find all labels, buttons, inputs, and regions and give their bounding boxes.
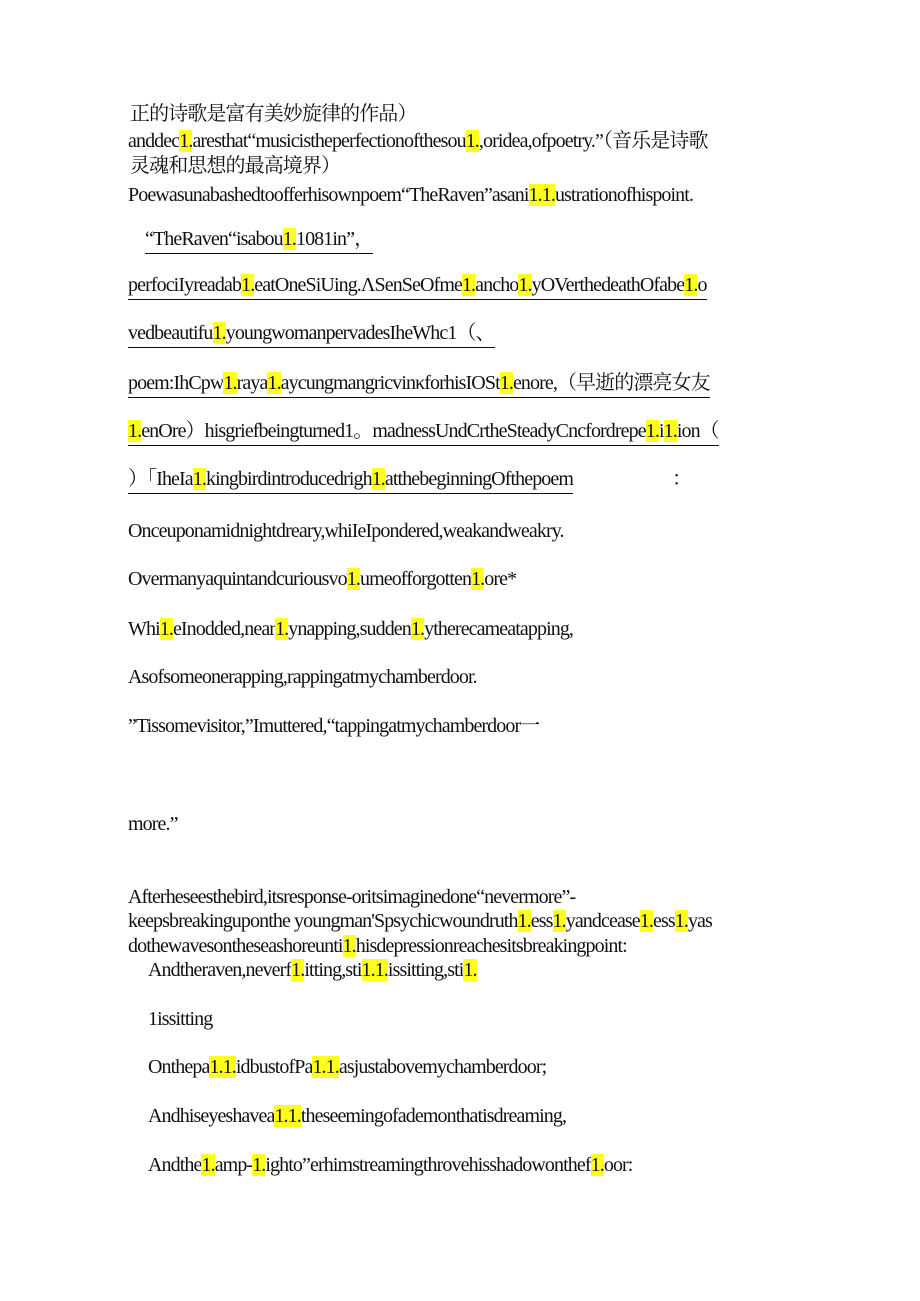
line-text: itting,sti xyxy=(304,959,362,981)
highlighted-text: 1. xyxy=(252,1154,266,1176)
text-line xyxy=(128,272,707,300)
line-text: eInodded,near xyxy=(172,618,276,640)
line-text: amp- xyxy=(214,1154,253,1176)
text-line xyxy=(128,320,495,348)
highlighted-text: 1. xyxy=(684,274,698,296)
line-text: issitting,sti xyxy=(387,959,464,981)
line-text: Onthepa xyxy=(148,1056,210,1078)
text-line xyxy=(128,518,564,544)
text-line xyxy=(148,1152,632,1178)
line-text: anddec xyxy=(128,130,180,152)
line-text: hisdepressionreachesitsbreakingpoint: xyxy=(355,935,627,957)
text-line xyxy=(128,884,575,910)
highlighted-text: 1. xyxy=(663,420,677,442)
highlighted-text: 1. xyxy=(267,372,281,394)
highlighted-text: 1.1. xyxy=(312,1056,339,1078)
highlighted-text: 1. xyxy=(499,372,513,394)
text-line xyxy=(130,153,340,179)
line-text: yOVerthedeathOfabe xyxy=(531,274,685,296)
line-text: umeofforgotten xyxy=(359,568,472,590)
line-text: vedbeautifu xyxy=(128,322,213,344)
line-text: youngwomanpervadesIheWhc1（、 xyxy=(225,322,495,344)
text-line xyxy=(148,1054,546,1080)
line-text: Andhiseyeshavea xyxy=(148,1105,275,1127)
highlighted-text: 1. xyxy=(552,910,566,932)
line-text: Whi xyxy=(128,618,160,640)
text-line xyxy=(128,933,627,959)
line-text: more.” xyxy=(128,813,178,835)
line-text: 1issitting xyxy=(148,1008,213,1030)
line-text: Afterheseesthebird,itsresponse-oritsimaginedone“nevermore”- xyxy=(128,886,576,908)
line-text: ynapping,sudden xyxy=(288,618,411,640)
text-line xyxy=(128,182,693,208)
highlighted-text: 1. xyxy=(463,959,477,981)
line-text: aycungmangricvinκforhisIOSt xyxy=(280,372,500,394)
line-text: ustrationofhispoint. xyxy=(554,184,694,206)
highlighted-text: 1. xyxy=(518,274,532,296)
line-text: ： xyxy=(672,468,692,490)
line-text: enOre）hisgriefbeingturned1。madnessUndCrtheSteadyCncfordrepe xyxy=(141,420,646,442)
line-text: ）「IheIa xyxy=(128,468,193,490)
line-text: dothewavesontheseashoreunti xyxy=(128,935,343,957)
line-text: Andtheraven,neverf xyxy=(148,959,292,981)
line-text: “TheRaven“isabou xyxy=(145,228,283,250)
line-text: Onceuponamidnightdreary,whiIeIpondered,weakandweakry. xyxy=(128,520,564,542)
line-text: keepsbreakinguponthe youngman'Spsychicwoundruth xyxy=(128,910,518,932)
line-text: eatOneSiUing.ΛSenSeOfme xyxy=(254,274,462,296)
text-line xyxy=(148,1103,566,1129)
line-text: ancho xyxy=(475,274,519,296)
line-text: Poewasunabashedtoofferhisownpoem“TheRaven”asani xyxy=(128,184,529,206)
line-text: oor: xyxy=(603,1154,633,1176)
highlighted-text: 1.1. xyxy=(361,959,388,981)
line-text: yas xyxy=(687,910,712,932)
highlighted-text: 1. xyxy=(517,910,531,932)
text-line xyxy=(128,466,573,494)
text-line xyxy=(128,811,178,837)
highlighted-text: 1.1. xyxy=(209,1056,236,1078)
line-text: atthebeginningOfthepoem xyxy=(384,468,574,490)
line-text: ,oridea,ofpoetry.”（音乐是诗歌 xyxy=(478,130,708,152)
line-text: raya xyxy=(236,372,268,394)
line-text: ”Tissomevisitor,”Imuttered,“tappingatmychamberdoor一 xyxy=(128,715,540,737)
highlighted-text: 1. xyxy=(241,274,255,296)
text-line xyxy=(128,908,712,934)
highlighted-text: 1.1. xyxy=(274,1105,301,1127)
text-line xyxy=(130,101,417,127)
line-text: 正的诗歌是富有美妙旋律的作品） xyxy=(130,103,417,125)
highlighted-text: 1. xyxy=(410,618,425,640)
line-text: ess xyxy=(653,910,675,932)
text-line xyxy=(128,370,710,398)
line-text: yandcease xyxy=(565,910,640,932)
highlighted-text: 1. xyxy=(159,618,173,640)
highlighted-text: 1.1. xyxy=(528,184,555,206)
text-line xyxy=(128,616,573,642)
highlighted-text: 1. xyxy=(291,959,305,981)
line-text: idbustofPa xyxy=(235,1056,313,1078)
text-line xyxy=(672,466,691,492)
highlighted-text: 1. xyxy=(201,1154,215,1176)
highlighted-text: 1. xyxy=(590,1154,604,1176)
text-line xyxy=(128,713,539,739)
text-line xyxy=(148,957,477,983)
line-text: ore* xyxy=(484,568,517,590)
highlighted-text: 1. xyxy=(282,228,296,250)
highlighted-text: 1. xyxy=(192,468,206,490)
highlighted-text: 1. xyxy=(179,130,193,152)
text-line xyxy=(128,664,477,690)
line-text: Overmanyaquintandcuriousvo xyxy=(128,568,347,590)
line-text: asjustabovemychamberdoor; xyxy=(338,1056,547,1078)
line-text: Asofsomeonerapping,rappingatmychamberdoor. xyxy=(128,666,477,688)
line-text: Andthe xyxy=(148,1154,202,1176)
text-line xyxy=(148,1006,212,1032)
highlighted-text: 1. xyxy=(223,372,237,394)
highlighted-text: 1. xyxy=(639,910,653,932)
line-text: o xyxy=(697,274,707,296)
line-text: 1081in”， xyxy=(295,228,374,250)
line-text: ion（ xyxy=(676,420,719,442)
line-text: theseemingofademonthatisdreaming, xyxy=(300,1105,567,1127)
highlighted-text: 1. xyxy=(465,130,479,152)
line-text: i xyxy=(658,420,664,442)
text-line xyxy=(128,128,708,154)
highlighted-text: 1. xyxy=(645,420,659,442)
line-text: ighto”erhimstreamingthrovehisshadowonthef xyxy=(265,1154,591,1176)
line-text: perfociIyreadab xyxy=(128,274,242,296)
highlighted-text: 1. xyxy=(128,420,142,442)
line-text: poem:IhCpw xyxy=(128,372,224,394)
text-line xyxy=(145,226,373,254)
highlighted-text: 1. xyxy=(471,568,485,590)
line-text: kingbirdintroducedrigh xyxy=(205,468,372,490)
highlighted-text: 1. xyxy=(461,274,476,296)
highlighted-text: 1. xyxy=(674,910,688,932)
highlighted-text: 1. xyxy=(212,322,226,344)
highlighted-text: 1. xyxy=(371,468,385,490)
text-line xyxy=(128,566,516,592)
line-text: 灵魂和思想的最高境界） xyxy=(130,155,341,177)
highlighted-text: 1. xyxy=(275,618,289,640)
line-text: aresthat“musicistheperfectionofthesou xyxy=(192,130,466,152)
line-text: ytherecameatapping, xyxy=(424,618,574,640)
line-text: enore,（早逝的漂亮女友 xyxy=(512,372,710,394)
line-text: ess xyxy=(530,910,553,932)
highlighted-text: 1. xyxy=(346,568,360,590)
highlighted-text: 1. xyxy=(342,935,356,957)
text-line xyxy=(128,418,719,446)
